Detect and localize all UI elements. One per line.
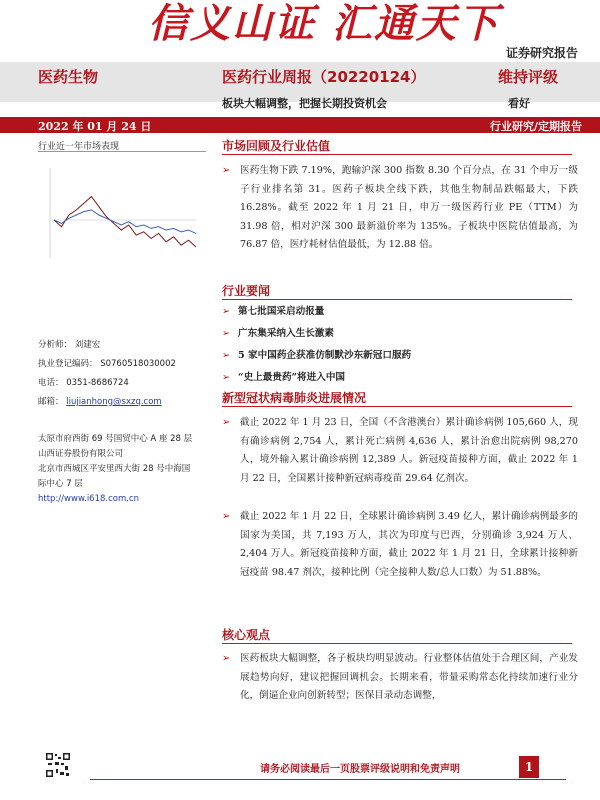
analyst-license: 执业登记编码： S0760518030002 [38,359,176,369]
arrow-bullet-icon: ➢ [222,350,231,361]
section-title-core: 核心观点 [222,628,271,642]
covid-bullet [222,508,578,582]
analyst-phone: 电话： 0351-8686724 [38,378,129,388]
sector-label: 医药生物 [38,68,99,86]
news-item: ➢ 第七批国采启动报量 [222,306,325,317]
rating-value: 看好 [508,97,530,110]
email-label: 邮箱： [38,397,64,407]
market-text: 医药生物下跌 7.19%，跑输沪深 300 指数 8.30 个百分点，在 31 个申万一级子行业排名第 31。医药子板块全线下跌，其他生物制品跌幅最大，下跌 16.28%。截至 2022 年 1 月 21 日，申万一级医药行业 PE（TTM）为 31.98 倍，相对沪深 300 最新溢价率为 135%。子板块中医院估值最高，为 76.87 倍，医疗耗材估值最低，为 12.88 倍。 [240,165,578,250]
address-line: 山西证券股份有限公司 [38,449,124,459]
news-item: ➢ 5 家中国药企获准仿制默沙东新冠口服药 [222,350,412,361]
section-title-news: 行业要闻 [222,284,271,298]
chart-series-group [54,197,196,247]
report-date: 2022 年 01 月 24 日 [38,120,152,133]
market-performance-chart [36,158,206,276]
section-title-market: 市场回顾及行业估值 [222,139,331,153]
company-slogan: 信义山证 汇通天下 [148,1,500,47]
report-title: 医药行业周报（20220124） [222,68,426,86]
address-block [38,432,208,507]
company-website-link[interactable]: http://www.i618.com.cn [38,494,140,504]
arrow-bullet-icon: ➢ [222,328,231,339]
section-title-covid: 新型冠状病毒肺炎进展情况 [222,391,367,405]
chart-series-line-1 [54,210,196,234]
report-category: 行业研究/定期报告 [489,120,582,133]
arrow-bullet-icon: ➢ [222,653,231,664]
core-bullet [222,650,578,706]
covid-bullet [222,414,578,488]
analyst-name: 分析师： 刘建宏 [38,340,101,350]
arrow-bullet-icon: ➢ [222,165,231,176]
report-subtitle: 板块大幅调整，把握长期投资机会 [222,97,387,110]
qr-code-icon [45,752,71,778]
footer-divider [90,779,566,780]
page-number: 1 [519,756,539,778]
arrow-bullet-icon: ➢ [222,306,231,317]
core-text: 医药板块大幅调整，各子板块均明显波动。行业整体估值处于合理区间，产业发展趋势向好，建议把握回调机会。长期来看，带量采购常态化持续加速行业分化，倒逼企业向创新转型；医保目录动态调整， [240,653,578,701]
arrow-bullet-icon: ➢ [222,417,231,428]
section-divider [222,299,572,300]
chart-series-line-0 [54,197,196,247]
address-line: 太原市府西街 69 号国贸中心 A 座 28 层 [38,434,193,444]
disclaimer-notice: 请务必阅读最后一页股票评级说明和免责声明 [260,764,460,775]
news-item: ➢ 广东集采纳入生长激素 [222,328,334,339]
address-line: 北京市西城区平安里西大街 28 号中海国 [38,464,191,474]
address-line: 际中心 7 层 [38,479,83,489]
arrow-bullet-icon: ➢ [222,372,231,383]
arrow-bullet-icon: ➢ [222,511,231,522]
rating-label: 维持评级 [498,68,559,86]
news-item: ➢ “史上最贵药”将进入中国 [222,372,346,383]
report-type-label: 证券研究报告 [505,46,578,60]
analyst-info [38,336,176,412]
section-divider [222,406,572,407]
caption-divider [38,151,206,152]
section-divider [222,154,572,155]
covid-text: 截止 2022 年 1 月 23 日，全国（不含港澳台）累计确诊病例 105,660 人，现有确诊病例 2,754 人，累计死亡病例 4,636 人，累计治愈出院病例 98,270 人，境外输入累计确诊病例 12,389 人。新冠疫苗接种方面，截止 2022 年 1 月 22 日，全国累计接种新冠病毒疫苗 29.64 亿剂次。 [240,417,578,484]
section-divider [222,643,572,644]
market-bullet [222,162,578,255]
chart-caption: 行业近一年市场表现 [38,142,120,152]
analyst-email-link[interactable]: liujianhong@sxzq.com [66,397,162,407]
analyst-email-row [38,393,176,412]
covid-text: 截止 2022 年 1 月 22 日，全球累计确诊病例 3.49 亿人，累计确诊病例最多的国家为美国，共 7,193 万人，其次为印度与巴西，分别确诊 3,924 万人、2,404 万人。新冠疫苗接种方面，截止 2022 年 1 月 21 日，全球累计接种新冠疫苗 98.47 剂次，接种比例（完全接种人数/总人口数）为 51.88%。 [240,511,578,578]
